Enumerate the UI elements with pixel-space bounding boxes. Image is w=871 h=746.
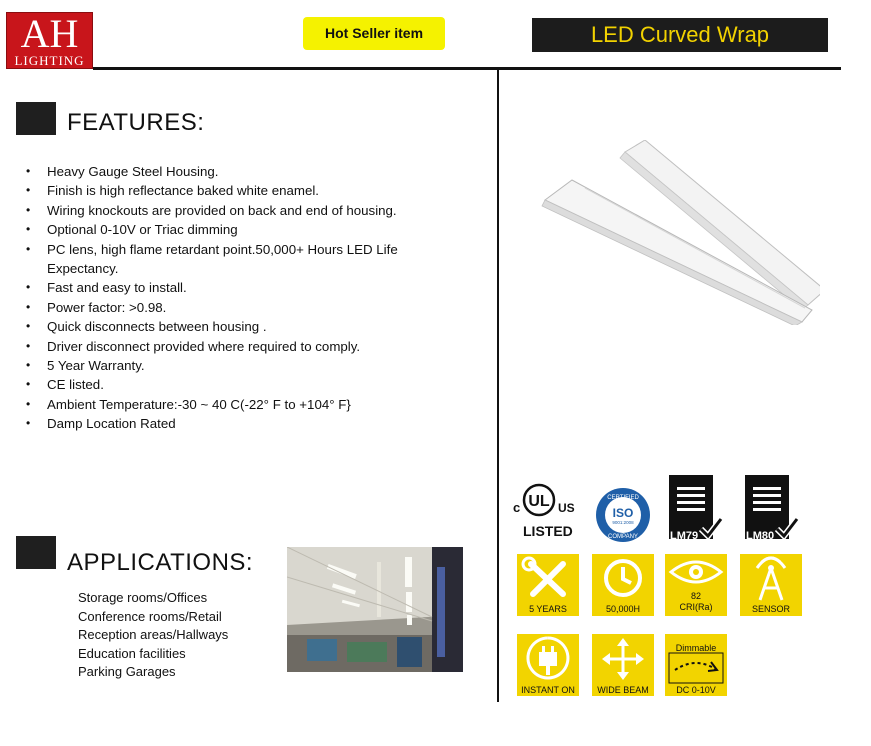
list-item: Reception areas/Hallways xyxy=(78,627,229,642)
cri-value: 82 xyxy=(690,591,701,601)
svg-text:c: c xyxy=(513,500,521,515)
warehouse-image xyxy=(287,547,463,672)
features-heading: FEATURES: xyxy=(67,109,205,136)
list-item: • Ambient Temperature:-30 ~ 40 C(-22° F to +104° F} xyxy=(24,395,464,414)
clock-icon xyxy=(592,554,654,604)
list-item: • Optional 0-10V or Triac dimming xyxy=(24,220,464,239)
instant-on-label: INSTANT ON xyxy=(521,685,575,695)
logo-sub-text: LIGHTING xyxy=(14,53,85,68)
applications-marker xyxy=(16,536,56,569)
list-item: • Damp Location Rated xyxy=(24,414,464,433)
applications-list xyxy=(78,589,228,682)
ul-listed-icon xyxy=(510,478,590,543)
list-item: • Driver disconnect provided where required to comply. xyxy=(24,337,464,356)
list-item: • Heavy Gauge Steel Housing. xyxy=(24,162,464,181)
svg-text:CERTIFIED: CERTIFIED xyxy=(607,495,639,501)
header-divider xyxy=(93,67,841,70)
list-item: • CE listed. xyxy=(24,375,464,394)
svg-text:LM80: LM80 xyxy=(746,530,775,542)
cri-label: CRI(Ra) xyxy=(679,602,713,612)
svg-text:ISO: ISO xyxy=(612,506,634,520)
list-item: • Fast and easy to install. xyxy=(24,278,464,297)
eye-icon xyxy=(665,554,727,590)
list-item: • 5 Year Warranty. xyxy=(24,356,464,375)
dim-range-label: DC 0-10V xyxy=(676,685,716,695)
svg-text:9001:2008: 9001:2008 xyxy=(612,520,634,525)
svg-text:US: US xyxy=(558,501,575,515)
list-item: • Quick disconnects between housing . xyxy=(24,317,464,336)
applications-heading: APPLICATIONS: xyxy=(67,549,254,576)
features-marker xyxy=(16,102,56,135)
svg-text:LM79: LM79 xyxy=(670,530,699,542)
list-item: • Wiring knockouts are provided on back and end of housing. xyxy=(24,201,464,220)
application-photo xyxy=(287,547,463,672)
warranty-badge xyxy=(517,554,579,616)
plug-icon xyxy=(517,634,579,684)
lifetime-label: 50,000H xyxy=(605,604,641,614)
dimmable-label: Dimmable xyxy=(675,643,717,653)
antenna-icon xyxy=(740,554,802,604)
list-item: Conference rooms/Retail xyxy=(78,608,222,624)
column-divider xyxy=(497,70,499,702)
iso-certified-icon xyxy=(595,487,651,543)
wide-beam-label: WIDE BEAM xyxy=(597,685,649,695)
wrench-screwdriver-icon xyxy=(517,554,579,604)
list-item: Parking Garages xyxy=(78,664,176,679)
list-item: • Power factor: >0.98. xyxy=(24,298,464,317)
svg-text:LISTED: LISTED xyxy=(523,523,573,539)
warranty-label: 5 YEARS xyxy=(529,604,567,614)
logo-main-text: AH xyxy=(20,11,79,56)
company-logo xyxy=(6,12,93,69)
cri-badge xyxy=(665,554,727,616)
svg-text:COMPANY: COMPANY xyxy=(608,534,638,540)
lm79-report-icon xyxy=(667,473,723,543)
wide-beam-badge xyxy=(592,634,654,696)
hot-seller-badge: Hot Seller item xyxy=(303,17,445,50)
sensor-label: SENSOR xyxy=(751,604,790,614)
product-title: LED Curved Wrap xyxy=(532,18,828,52)
list-item: Storage rooms/Offices xyxy=(78,590,208,605)
sensor-badge xyxy=(740,554,802,616)
list-item: • PC lens, high flame retardant point.50,000+ Hours LED Life Expectancy. xyxy=(24,240,447,279)
lifetime-badge xyxy=(592,554,654,616)
svg-text:UL: UL xyxy=(528,493,550,510)
list-item: Education facilities xyxy=(78,645,186,661)
features-list xyxy=(24,162,464,434)
instant-on-badge xyxy=(517,634,579,696)
list-item: • Finish is high reflectance baked white enamel. xyxy=(24,181,464,200)
arrows-icon xyxy=(592,634,654,684)
lm80-report-icon xyxy=(743,473,799,543)
product-image xyxy=(540,140,820,325)
dimmable-badge xyxy=(665,634,727,696)
